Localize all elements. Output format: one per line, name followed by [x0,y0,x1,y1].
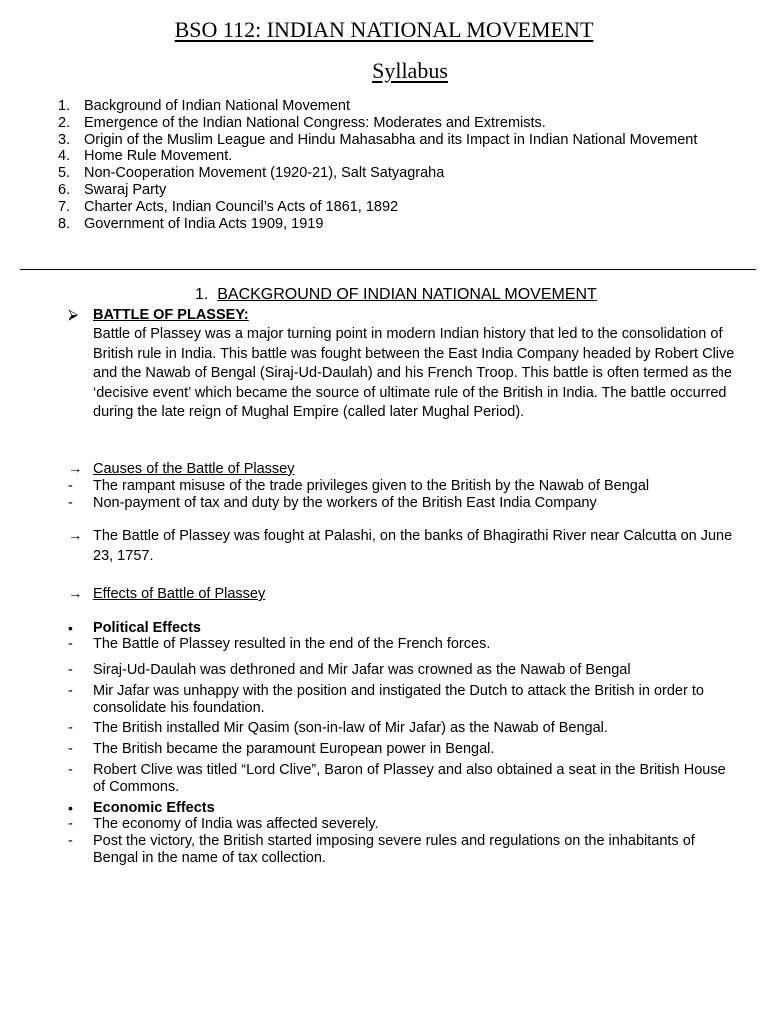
arrowhead-bullet-icon: ⮚ [68,307,79,323]
list-item: - The economy of India was affected severely. [68,816,379,832]
list-item: 2. Emergence of the Indian National Congress: Moderates and Extremists. [58,114,546,131]
battle-paragraph: Battle of Plassey was a major turning point in modern Indian history that led to the consolidation of British rule in India. This battle was fought between the East India Company headed by Robert Clive and the Nawab of Bengal (Siraj-Ud-Daulah) and his French Troop. This battle is often termed as the ‘decisive event’ which became the source of ultimate rule of the British in India. The battle occurred during the late reign of Mughal Empire (called later Mughal Period). [93,326,735,420]
list-item: 5. Non-Cooperation Movement (1920-21), Salt Satyagraha [58,165,445,182]
dash-bullet: - [68,478,73,494]
list-item: 1. Background of Indian National Movement [58,98,350,114]
list-item: - The Battle of Plassey resulted in the end of the French forces. [68,636,491,652]
effects-heading-row [68,586,738,603]
arrow-bullet-icon: → [68,528,83,544]
dash-bullet: - [68,741,73,757]
fought-at-row [68,527,738,566]
list-item: 6. Swaraj Party [58,181,167,198]
dash-bullet: - [68,495,73,511]
economic-heading: Economic Effects [93,800,215,816]
dash-bullet: - [68,833,73,849]
dash-bullet: - [68,762,73,778]
bullet-dot: • [68,800,73,816]
list-item: 3. Origin of the Muslim League and Hindu Mahasabha and its Impact in Indian National Movement [58,131,698,148]
horizontal-divider [20,269,756,270]
syllabus-title: Syllabus [372,58,448,83]
list-item: - Robert Clive was titled “Lord Clive”, Baron of Plassey and also obtained a seat in the British House of Commons. [68,762,726,795]
causes-heading-row [68,461,738,478]
dash-bullet: - [68,816,73,832]
syllabus-list [58,98,698,232]
list-item: 4. Home Rule Movement. [58,148,233,165]
effects-heading: Effects of Battle of Plassey [93,586,266,602]
list-item: 8. Government of India Acts 1909, 1919 [58,215,324,232]
list-item: 7. Charter Acts, Indian Council’s Acts of 1861, 1892 [58,198,399,215]
battle-block [68,306,738,423]
arrow-bullet-icon: → [68,461,83,477]
economic-heading-row [68,800,738,817]
list-item: - The British became the paramount European power in Bengal. [68,741,495,757]
section-heading: 1. BACKGROUND OF INDIAN NATIONAL MOVEMENT [195,286,597,303]
dash-bullet: - [68,683,73,699]
list-item: - Post the victory, the British started imposing severe rules and regulations on the inhabitants of Bengal in the name of tax collection. [68,833,695,866]
list-item: - Non-payment of tax and duty by the workers of the British East India Company [68,495,597,511]
battle-heading: BATTLE OF PLASSEY: [93,307,249,323]
fought-at-text: The Battle of Plassey was fought at Palashi, on the banks of Bhagirathi River near Calcutta on June 23, 1757. [93,528,733,564]
dash-bullet: - [68,720,73,736]
dash-bullet: - [68,636,73,652]
list-item: - The British installed Mir Qasim (son-in-law of Mir Jafar) as the Nawab of Bengal. [68,720,608,736]
arrow-bullet-icon: → [68,586,83,602]
list-item: - The rampant misuse of the trade privileges given to the British by the Nawab of Bengal [68,478,650,494]
political-heading-row [68,620,738,637]
list-item: - Mir Jafar was unhappy with the position and instigated the Dutch to attack the British in order to consolidate his foundation. [68,683,704,716]
political-heading: Political Effects [93,620,201,636]
causes-heading: Causes of the Battle of Plassey [93,461,295,477]
document-title: BSO 112: INDIAN NATIONAL MOVEMENT [174,17,594,42]
bullet-dot: • [68,620,73,636]
dash-bullet: - [68,662,73,678]
list-item: - Siraj-Ud-Daulah was dethroned and Mir Jafar was crowned as the Nawab of Bengal [68,662,631,678]
